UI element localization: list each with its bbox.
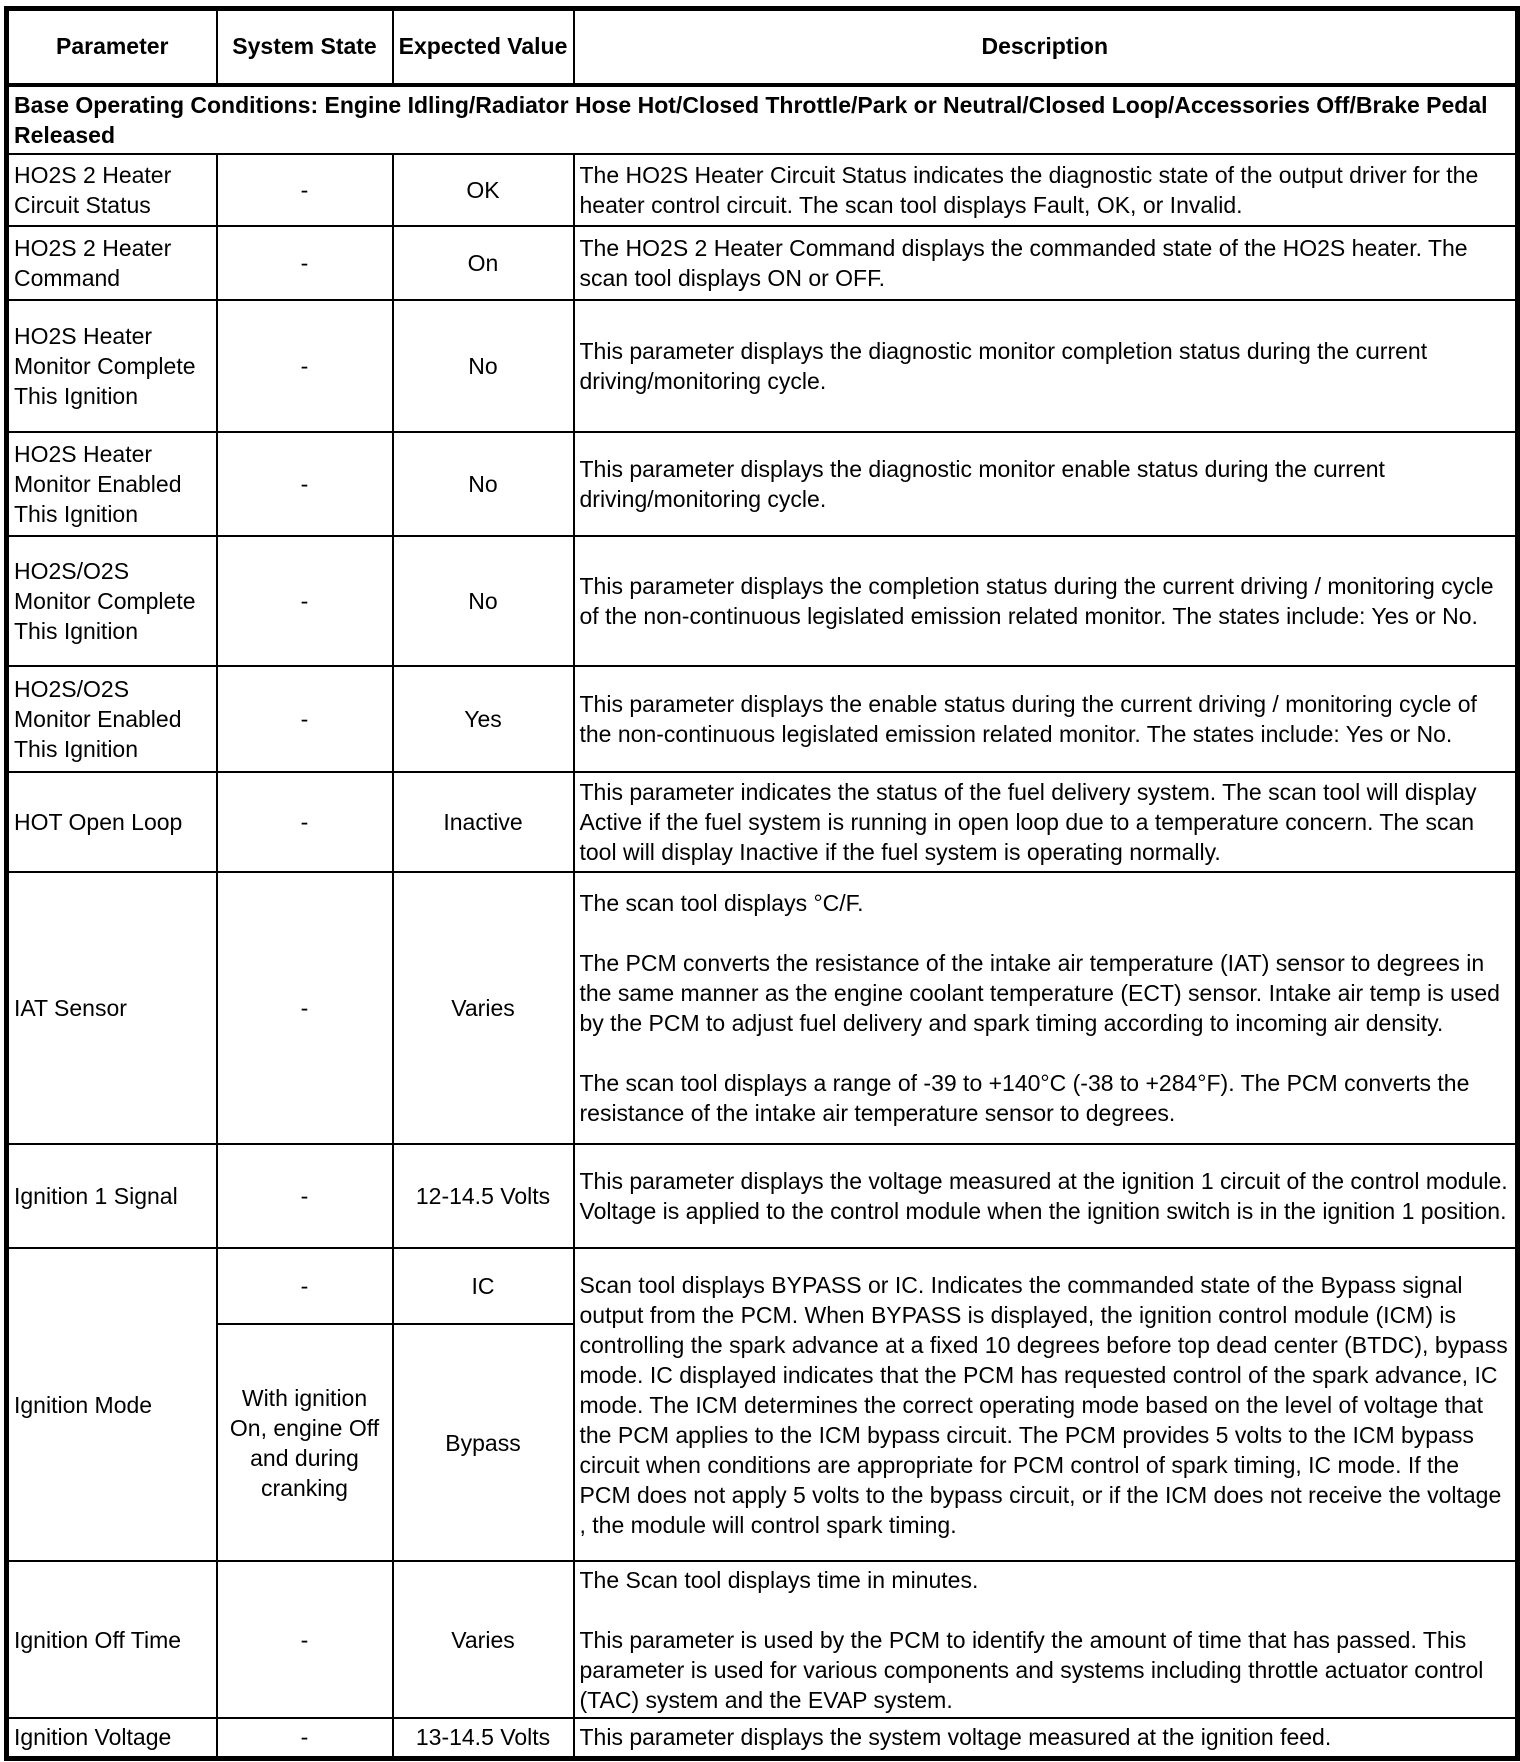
parameter-name: IAT Sensor xyxy=(7,872,217,1144)
table-row xyxy=(7,154,1518,226)
description xyxy=(574,226,1518,300)
parameter-name: HO2S 2 Heater Circuit Status xyxy=(7,154,217,226)
header-system-state: System State xyxy=(217,9,393,86)
table-row xyxy=(7,226,1518,300)
description-paragraph: This parameter is used by the PCM to identify the amount of time that has passed. This parameter is used for various components and systems including throttle actuator control (TAC) system and the EVAP system. xyxy=(579,1626,1484,1713)
table-header-row xyxy=(7,9,1518,86)
description xyxy=(574,154,1518,226)
table-row xyxy=(7,432,1518,536)
header-description: Description xyxy=(574,9,1518,86)
expected-value: Yes xyxy=(393,666,574,772)
description xyxy=(574,1718,1518,1758)
description-paragraph: This parameter displays the system voltage measured at the ignition feed. xyxy=(579,1724,1332,1751)
description-paragraph: The PCM converts the resistance of the intake air temperature (IAT) sensor to degrees in the same manner as the engine coolant temperature (ECT) sensor. Intake air temp is used by the PCM to adjust fuel delivery and spark timing according to incoming air density. xyxy=(579,950,1500,1036)
parameter-name: Ignition Mode xyxy=(7,1248,217,1561)
header-expected-value: Expected Value xyxy=(393,9,574,86)
table-row xyxy=(7,872,1518,1144)
header-parameter: Parameter xyxy=(7,9,217,86)
description-paragraph: The Scan tool displays time in minutes. xyxy=(579,1566,979,1593)
description-paragraph: This parameter displays the enable status during the current driving / monitoring cycle of the non-continuous legislated emission related monitor. The states include: Yes or No. xyxy=(579,691,1477,747)
expected-value: No xyxy=(393,432,574,536)
parameter-name: HO2S Heater Monitor Enabled This Ignition xyxy=(7,432,217,536)
expected-value: IC xyxy=(393,1248,574,1324)
system-state: - xyxy=(217,872,393,1144)
description xyxy=(574,1561,1518,1718)
system-state: - xyxy=(217,772,393,872)
expected-value: No xyxy=(393,536,574,666)
description xyxy=(574,432,1518,536)
expected-value: Varies xyxy=(393,1561,574,1718)
description xyxy=(574,772,1518,872)
table-row xyxy=(7,666,1518,772)
description xyxy=(574,872,1518,1144)
description xyxy=(574,666,1518,772)
description-paragraph: The HO2S 2 Heater Command displays the commanded state of the HO2S heater. The scan tool displays ON or OFF. xyxy=(579,235,1468,291)
description-paragraph: The scan tool displays °C/F. xyxy=(579,890,864,916)
parameter-name: Ignition Voltage xyxy=(7,1718,217,1758)
parameter-name: Ignition Off Time xyxy=(7,1561,217,1718)
parameter-name: HO2S/O2S Monitor Complete This Ignition xyxy=(7,536,217,666)
table-row xyxy=(7,772,1518,872)
system-state: - xyxy=(217,432,393,536)
table-row xyxy=(7,1561,1518,1718)
description-paragraph: Scan tool displays BYPASS or IC. Indicates the commanded state of the Bypass signal output from the PCM. When BYPASS is displayed, the ignition control module (ICM) is controlling the spark advance at a fixed 10 degrees before top dead center (BTDC), bypass mode. IC displayed indicates that the PCM has requested control of the spark advance, IC mode. The ICM determines the correct operating mode based on the level of voltage that the PCM applies to the ICM bypass circuit. The PCM provides 5 volts to the ICM bypass circuit when conditions are appropriate for PCM control of spark timing, IC mode. If the PCM does not apply 5 volts to the bypass circuit, or if the ICM does not receive the voltage , the module will control spark timing. xyxy=(579,1271,1508,1538)
parameter-table xyxy=(4,6,1520,1761)
description xyxy=(574,1144,1518,1248)
expected-value: Inactive xyxy=(393,772,574,872)
parameter-name: HO2S/O2S Monitor Enabled This Ignition xyxy=(7,666,217,772)
description xyxy=(574,536,1518,666)
expected-value: 12-14.5 Volts xyxy=(393,1144,574,1248)
description xyxy=(574,300,1518,432)
system-state: - xyxy=(217,1561,393,1718)
system-state: - xyxy=(217,536,393,666)
expected-value: No xyxy=(393,300,574,432)
system-state: With ignition On, engine Off and during cranking xyxy=(217,1324,393,1561)
description-paragraph: This parameter displays the diagnostic monitor enable status during the current driving/monitoring cycle. xyxy=(579,456,1385,512)
description-paragraph: This parameter displays the voltage measured at the ignition 1 circuit of the control module. Voltage is applied to the control module when the ignition switch is in the ignition 1 position. xyxy=(579,1168,1508,1224)
parameter-name: Ignition 1 Signal xyxy=(7,1144,217,1248)
table-row xyxy=(7,1248,1518,1324)
expected-value: Varies xyxy=(393,872,574,1144)
expected-value: Bypass xyxy=(393,1324,574,1561)
description-paragraph: The scan tool displays a range of -39 to +140°C (-38 to +284°F). The PCM converts the resistance of the intake air temperature sensor to degrees. xyxy=(579,1070,1470,1126)
base-conditions-row xyxy=(7,85,1518,154)
table-row xyxy=(7,300,1518,432)
description-paragraph: This parameter displays the completion status during the current driving / monitoring cycle of the non-continuous legislated emission related monitor. The states include: Yes or No. xyxy=(579,573,1494,629)
system-state: - xyxy=(217,1248,393,1324)
parameter-name: HO2S Heater Monitor Complete This Ignition xyxy=(7,300,217,432)
description-paragraph: This parameter indicates the status of the fuel delivery system. The scan tool will display Active if the fuel system is running in open loop due to a temperature concern. The scan tool will display Inactive if the fuel system is operating normally. xyxy=(579,779,1477,865)
table-row xyxy=(7,536,1518,666)
system-state: - xyxy=(217,1718,393,1758)
description-paragraph: The HO2S Heater Circuit Status indicates the diagnostic state of the output driver for the heater control circuit. The scan tool displays Fault, OK, or Invalid. xyxy=(579,162,1479,218)
expected-value: OK xyxy=(393,154,574,226)
system-state: - xyxy=(217,300,393,432)
system-state: - xyxy=(217,226,393,300)
system-state: - xyxy=(217,1144,393,1248)
description xyxy=(574,1248,1518,1561)
table-row xyxy=(7,1718,1518,1758)
base-conditions: Base Operating Conditions: Engine Idling/Radiator Hose Hot/Closed Throttle/Park or Neutral/Closed Loop/Accessories Off/Brake Pedal Released xyxy=(7,85,1518,154)
expected-value: On xyxy=(393,226,574,300)
parameter-name: HO2S 2 Heater Command xyxy=(7,226,217,300)
system-state: - xyxy=(217,666,393,772)
expected-value: 13-14.5 Volts xyxy=(393,1718,574,1758)
system-state: - xyxy=(217,154,393,226)
parameter-name: HOT Open Loop xyxy=(7,772,217,872)
table-row xyxy=(7,1144,1518,1248)
description-paragraph: This parameter displays the diagnostic monitor completion status during the current driving/monitoring cycle. xyxy=(579,338,1428,394)
